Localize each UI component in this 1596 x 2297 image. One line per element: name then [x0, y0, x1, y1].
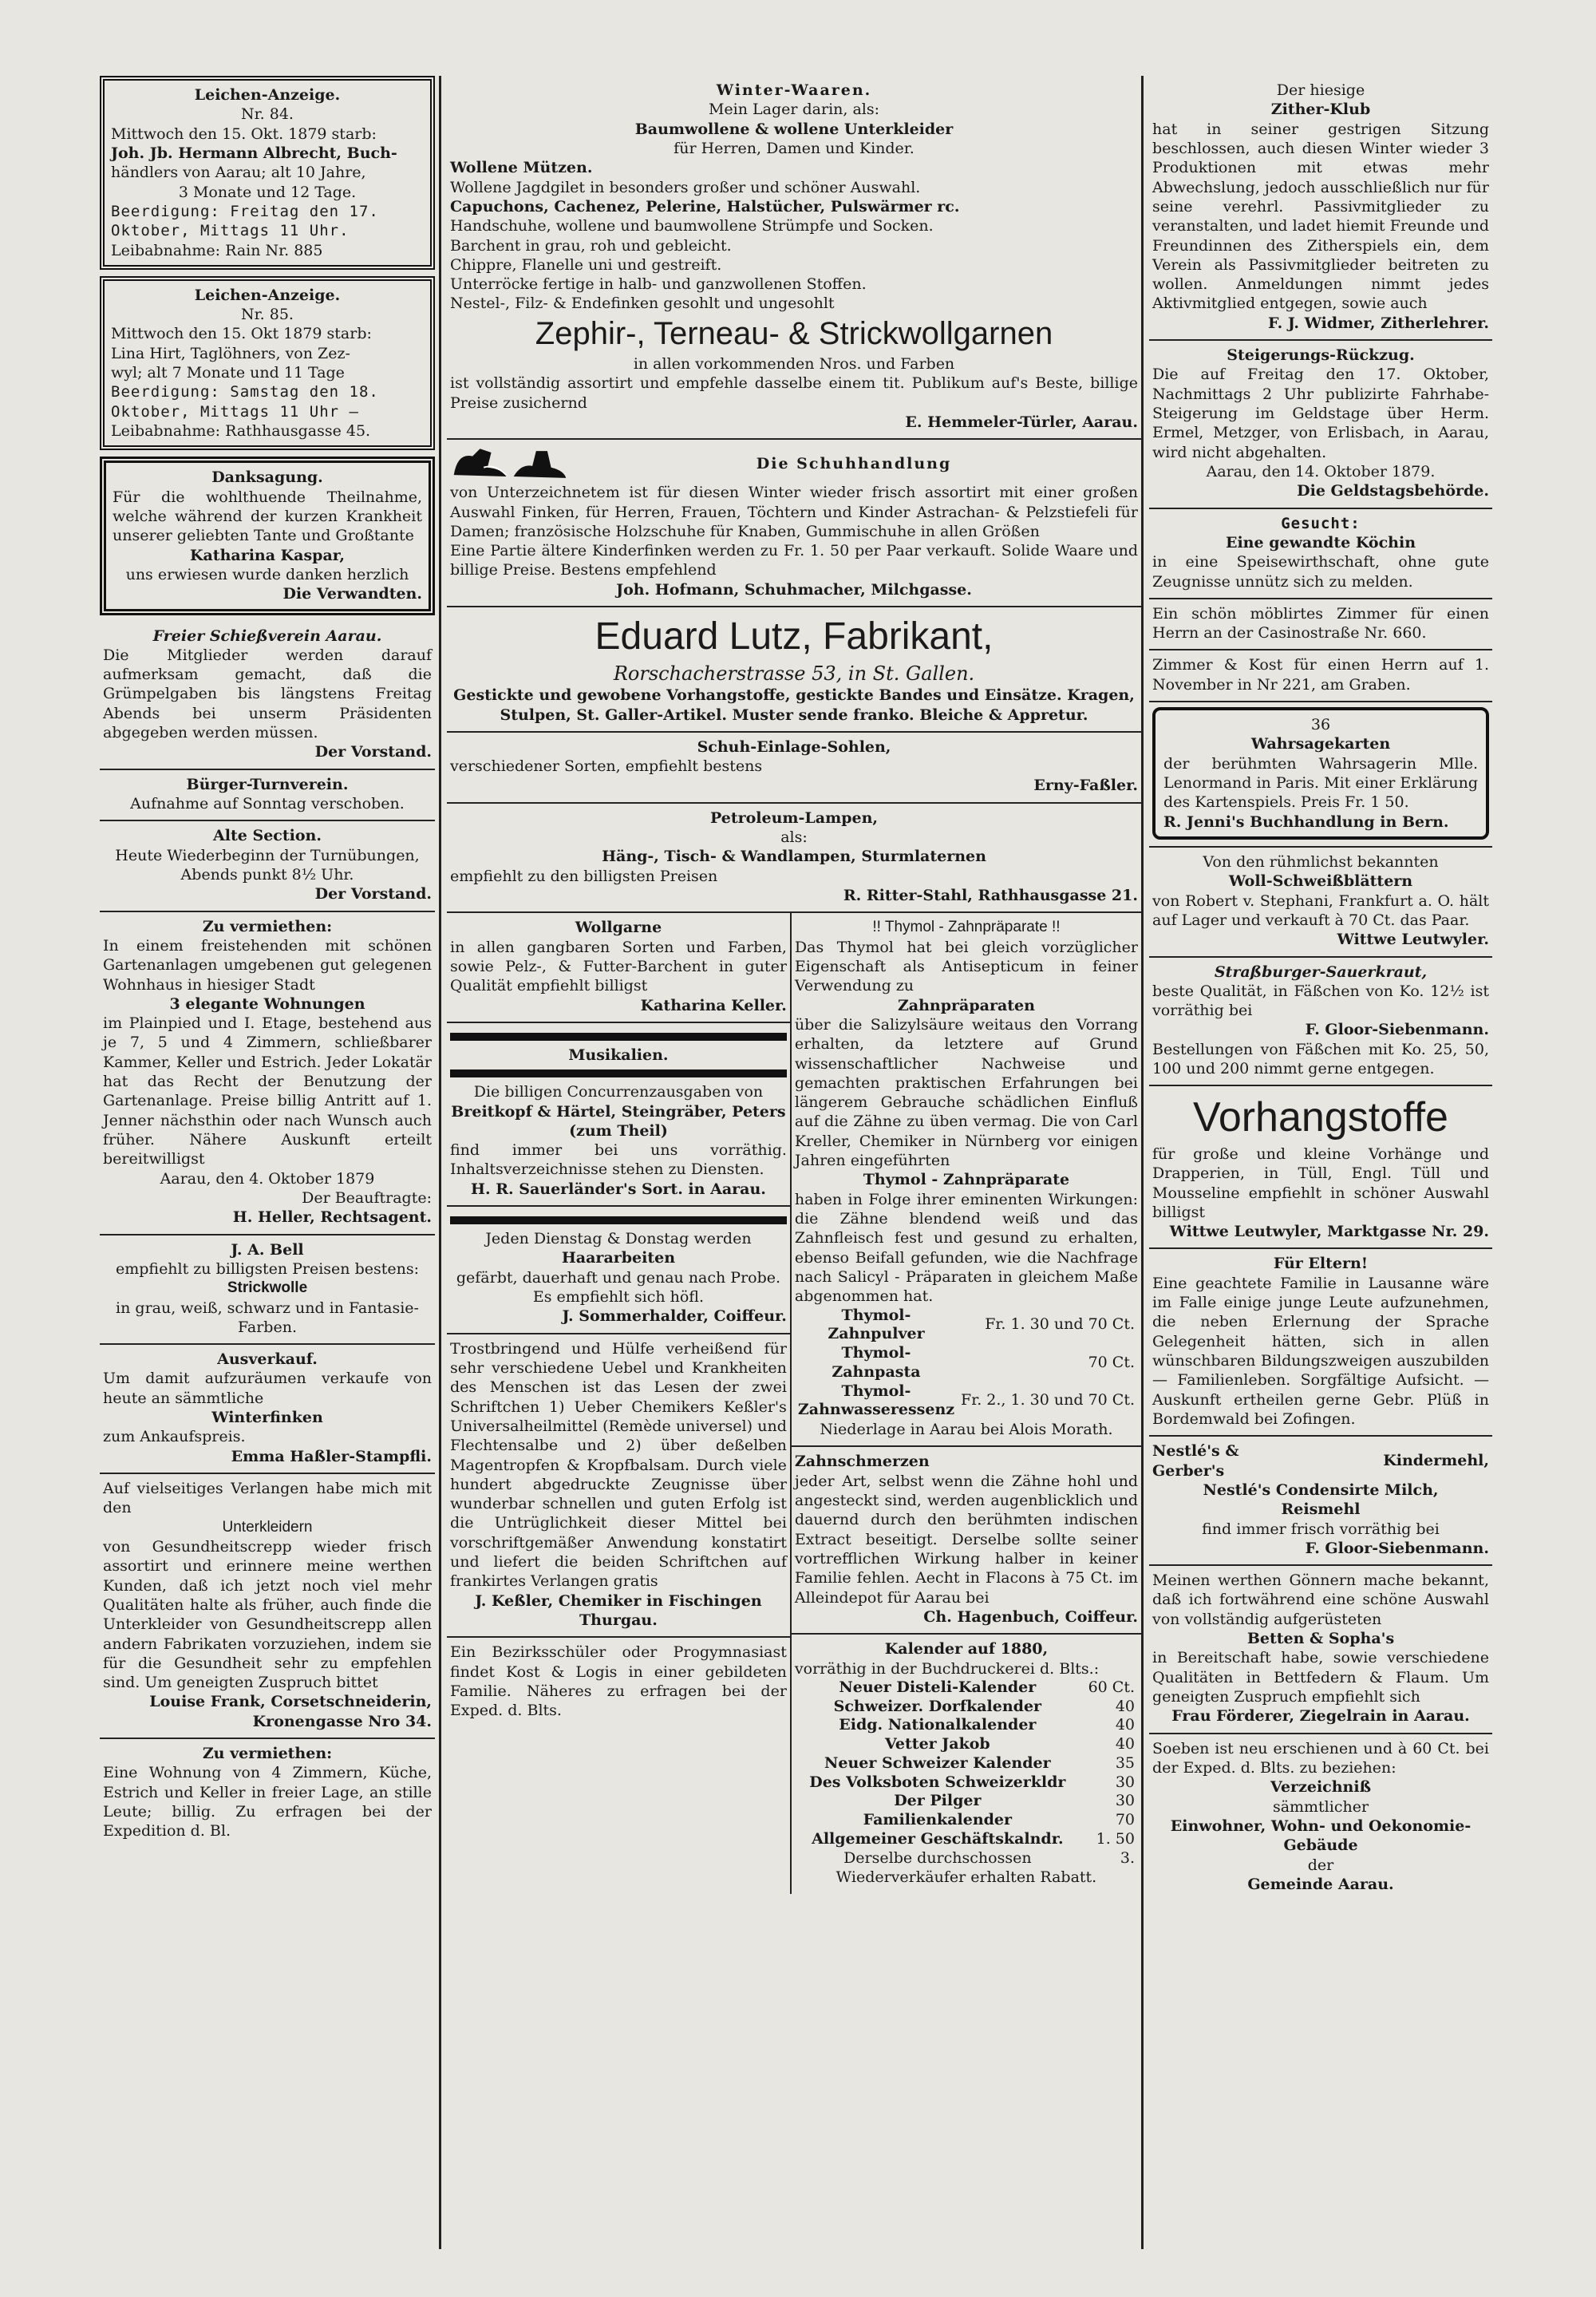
- wohnung-ad: [100, 1739, 435, 1848]
- ad-names: Breitkopf & Härtel, Steingräber, Peters (zum Theil): [451, 1102, 786, 1140]
- ad-subtitle: Baumwollene & wollene Unterkleider: [634, 120, 954, 138]
- death-notice-line: Leibabnahme: Rathhausgasse 45.: [111, 422, 371, 440]
- ad-text: im Plainpied und I. Etage, bestehend aus je 7, 5 und 4 Zimmern, schließbarer Kammer, Keller und Estrich. Jeder Lokatär hat das Recht der Benutzung der Gartenanlage. Preise billig Antritt auf 1. Jenner nächsthin oder nach Wunsch auch früher. Nähere Auskunft erteilt bereitwilligst: [103, 1014, 432, 1168]
- calendar-name: Derselbe durchschossen: [843, 1848, 1032, 1867]
- haar-ad: [447, 1207, 790, 1334]
- calendar-name: Der Pilger: [894, 1792, 982, 1810]
- ad-signature: J. Keßler, Chemiker in Fischingen Thurgau.: [475, 1591, 762, 1630]
- ad-text: Wiederverkäufer erhalten Rabatt.: [836, 1868, 1097, 1887]
- ad-title: Ausverkauf.: [217, 1350, 318, 1369]
- ad-text: von Gesundheitscrepp wieder frisch assortirt und erinnere meine werthen Kunden, daß ich jetzt noch viel mehr Qualitäten halte als früher, auch finde die Unterkleider von Gesundheitscrepp allen andern Fabrikaten vorzuziehen, indem sie für die Gesundheit sehr zu empfehlen sind. Um geneigten Zuspruch bittet: [103, 1537, 432, 1692]
- calendar-name: Allgemeiner Geschäftskalndr.: [812, 1829, 1064, 1848]
- ad-title: 3 elegante Wohnungen: [169, 994, 365, 1013]
- calendar-price: 60 Ct.: [1088, 1678, 1135, 1696]
- table-row: [795, 1307, 1138, 1345]
- thanks-signature: Die Verwandten.: [282, 585, 422, 603]
- death-notice-line: 3 Monate und 12 Tage.: [178, 183, 357, 201]
- death-notice-line: Mittwoch den 15. Okt 1879 starb:: [111, 325, 372, 343]
- steigerung-ad: [1149, 341, 1492, 509]
- ad-title: !! Thymol - Zahnpräparate !!: [872, 919, 1061, 936]
- ad-text: Soeben ist neu erschienen und à 60 Ct. bei der Exped. d. Blts. zu beziehen:: [1152, 1739, 1489, 1777]
- lampen-ad: [447, 804, 1141, 914]
- ad-signature: Frau Förderer, Ziegelrain in Aarau.: [1171, 1707, 1470, 1726]
- ad-text: der berühmten Wahrsagerin Mlle. Lenormand in Paris. Mit einer Erklärung des Kartenspiels. Preis Fr. 1 50.: [1163, 754, 1478, 812]
- ad-title: Petroleum-Lampen,: [709, 808, 878, 827]
- ad-signature: Wittwe Leutwyler.: [1337, 931, 1489, 949]
- calendar-price-list: [795, 1678, 1138, 1868]
- ad-brands: Nestlé's & Gerber's: [1152, 1442, 1239, 1480]
- ad-text: Eine Wohnung von 4 Zimmern, Küche, Estrich und Keller in freier Lage, an stille Leute; billig. Zu erfragen bei der Expedition d. Bl.: [103, 1764, 432, 1840]
- rule-bar: [450, 1069, 787, 1077]
- column-rule: [1141, 76, 1144, 2249]
- ad-signature: F. J. Widmer, Zitherlehrer.: [1268, 314, 1489, 332]
- ad-signature: R. Ritter-Stahl, Rathhausgasse 21.: [843, 887, 1138, 905]
- ad-list-item: Handschuhe, wollene und baumwollene Strümpfe und Socken.: [450, 217, 934, 235]
- bell-ad: [100, 1235, 435, 1346]
- ad-text: über die Salizylsäure weitaus den Vorrang erhalten, da letztere auf Grund wissenschaftlicher Nachweise und gemachten praktischen Erfahrungen bei längerem Gebrauche schädlichen Einfluß auf die Zähne zu üben vermag. Die von Carl Kreller, Chemiker in Nürnberg vor einigen Jahren eingeführten: [794, 1015, 1138, 1170]
- ad-text: verschiedener Sorten, empfiehlt bestens: [450, 757, 763, 776]
- winter-waaren-ad: [447, 76, 1141, 440]
- thanks-notice: [100, 457, 435, 615]
- calendar-price: 40: [1115, 1697, 1135, 1715]
- ad-text: find immer frisch vorräthig bei: [1202, 1520, 1440, 1538]
- ad-title: Zahnschmerzen: [794, 1453, 930, 1471]
- death-notice-line: Joh. Jb. Hermann Albrecht, Buch-: [111, 144, 397, 162]
- table-row: [795, 1811, 1138, 1830]
- calendar-price: 40: [1115, 1735, 1135, 1753]
- turnverein-ad: [100, 770, 435, 822]
- ad-product: Strickwolle: [227, 1279, 308, 1297]
- ad-text: von Robert v. Stephani, Frankfurt a. O. hält auf Lager und verkauft à 70 Ct. das Paar.: [1152, 892, 1489, 929]
- ad-text: Die billigen Concurrenzausgaben von: [473, 1083, 764, 1101]
- ad-title: Bürger-Turnverein.: [186, 775, 349, 793]
- ad-signature: Wittwe Leutwyler, Marktgasse Nr. 29.: [1169, 1223, 1489, 1241]
- column-middle: [447, 76, 1141, 2249]
- ad-frame: [1152, 707, 1489, 840]
- ad-text: In einem freistehenden mit schönen Gartenanlagen umgebenen gut gelegenen Wohnhaus in hiesiger Stadt: [103, 936, 432, 994]
- ad-signature: Erny-Faßler.: [1033, 777, 1138, 795]
- ad-title: Betten & Sopha's: [1246, 1630, 1395, 1648]
- ad-text: empfiehlt zu billigsten Preisen bestens:: [115, 1259, 420, 1278]
- death-notice-number: Nr. 84.: [241, 105, 294, 124]
- ad-text: als:: [780, 828, 808, 847]
- ad-title: Verzeichniß: [1270, 1778, 1372, 1797]
- zither-ad: [1149, 76, 1492, 341]
- ad-text: sämmtlicher: [1272, 1797, 1369, 1816]
- death-notice-line: Mittwoch den 15. Okt. 1879 starb:: [111, 125, 377, 143]
- ad-text: in allen vorkommenden Nros. und Farben: [633, 354, 955, 373]
- lutz-ad: [447, 607, 1141, 733]
- ad-text: Um damit aufzuräumen verkaufe von heute an sämmtliche: [103, 1370, 432, 1407]
- zimmer-kost-ad: [1149, 650, 1492, 702]
- calendar-price: 30: [1115, 1773, 1135, 1791]
- table-row: [795, 1792, 1138, 1811]
- ad-list-item: Wollene Mützen.: [450, 159, 593, 177]
- ad-kicker: Zu vermiethen:: [202, 917, 333, 935]
- death-notice-line: Oktober, Mittags 11 Uhr —: [111, 402, 359, 421]
- price-table: [795, 1307, 1138, 1421]
- price-value: Fr. 1. 30 und 70 Ct.: [985, 1315, 1135, 1334]
- table-row: [795, 1735, 1138, 1754]
- death-notice-84: [100, 76, 435, 270]
- ad-list-item: Barchent in grau, roh und gebleicht.: [450, 236, 732, 255]
- ad-text: für Herren, Damen und Kinder.: [674, 139, 915, 157]
- calendar-price: 35: [1115, 1753, 1135, 1772]
- rule-bar: [450, 1216, 787, 1224]
- kalender-ad: [792, 1635, 1141, 1893]
- death-notice-line: Oktober, Mittags 11 Uhr.: [111, 222, 350, 240]
- zimmer-ad: [1149, 599, 1492, 651]
- split-left: [447, 913, 792, 1893]
- price-item: Thymol-Zahnpasta: [832, 1344, 921, 1381]
- table-row: [795, 1678, 1138, 1698]
- ad-text: Eine geachtete Familie in Lausanne wäre im Falle einige junge Leute aufzunehmen, die neben Erlernung der Sprache Gelegenheit hätten, sich in allen wünschbaren Bildungszweigen auszubilden — Familienleben. Sorgfältige Aufsicht. — Auskunft ertheilen gerne Gebr. Plüß in Bordemwald bei Zofingen.: [1152, 1274, 1489, 1428]
- unterkleider-ad: [100, 1474, 435, 1739]
- wollgarne-ad: [447, 913, 790, 1023]
- calendar-price: 3.: [1120, 1848, 1135, 1867]
- ad-text: in grau, weiß, schwarz und in Fantasie-Farben.: [116, 1299, 419, 1336]
- eltern-ad: [1149, 1249, 1492, 1437]
- ad-text: ist vollständig assortirt und empfehle dasselbe einem tit. Publikum auf's Beste, billige Preise zusichernd: [450, 374, 1138, 412]
- ad-text: Das Thymol hat bei gleich vorzüglicher Eigenschaft als Antisepticum in feiner Verwendung zu: [794, 938, 1138, 995]
- ad-signature: Niederlage in Aarau bei Alois Morath.: [820, 1421, 1113, 1439]
- ad-signature: E. Hemmeler-Türler, Aarau.: [905, 413, 1138, 431]
- ad-signature: F. Gloor-Siebenmann.: [1305, 1021, 1489, 1039]
- ad-signature: Louise Frank, Corsetschneiderin, Kronengasse Nro 34.: [149, 1693, 432, 1730]
- ad-text: beste Qualität, in Fäßchen von Ko. 12½ ist vorräthig bei: [1152, 982, 1489, 1020]
- ad-text: Trostbringend und Hülfe verheißend für sehr verschiedene Uebel und Krankheiten des Menschen ist das Lesen der zwei Schriftchen 1) Ueber Chemikers Keßler's Universalheilmittel (Remède universel) und Flechtensalbe und 2) über deßelben Magentropfen & Kropfbalsam. Durch viele hundert abgedruckte Zeugnisse über wunderbar schnellen und guten Erfolg ist die Untrüglichkeit dieser Mittel bei vorschriftgemäßer Anwendung konstatirt und liefert die beiden Schriftchen auf frankirtes Verlangen gratis: [450, 1339, 787, 1591]
- ad-product: Reismehl: [1281, 1500, 1361, 1519]
- ad-text: Auf vielseitiges Verlangen habe mich mit den: [103, 1480, 432, 1517]
- ad-signature: Der Vorstand.: [314, 885, 432, 903]
- ad-kicker: Gesucht:: [1281, 514, 1361, 532]
- schuhhandlung-ad: [447, 440, 1141, 607]
- ad-kicker: Zu vermiethen:: [202, 1745, 333, 1763]
- ad-list-item: Wollene Jagdgilet in besonders großer und schöner Auswahl.: [450, 178, 921, 196]
- ad-text: für große und kleine Vorhänge und Drapperien, in Tüll, Engl. Tüll und Mousseline empfiehlt in schöner Auswahl billigst: [1152, 1145, 1489, 1221]
- ad-signature: Emma Haßler-Stampfli.: [231, 1447, 432, 1465]
- thymol-ad: [792, 913, 1141, 1447]
- ad-list-item: Capuchons, Cachenez, Pelerine, Halstücher, Pulswärmer rc.: [450, 197, 960, 215]
- ad-text: der: [1307, 1856, 1334, 1874]
- zahnschmerzen-ad: [792, 1447, 1141, 1635]
- ad-signature: F. Gloor-Siebenmann.: [1305, 1539, 1489, 1557]
- calendar-name: Des Volksboten Schweizerkldr: [809, 1773, 1066, 1791]
- verzeichniss-ad: [1149, 1734, 1492, 1901]
- ad-address: Rorschacherstrasse 53, in St. Gallen.: [613, 662, 975, 685]
- ad-text: Aufnahme auf Sonntag verschoben.: [130, 795, 405, 812]
- ad-title: J. A. Bell: [231, 1240, 304, 1259]
- ad-subtitle: Gemeinde Aarau.: [1247, 1875, 1394, 1893]
- thanks-name: Katharina Kaspar,: [189, 546, 346, 564]
- ad-signature: R. Jenni's Buchhandlung in Bern.: [1163, 812, 1449, 831]
- ad-text: Die Mitglieder werden darauf aufmerksam gemacht, daß die Grümpelgaben bis längstens Freitag Abends bei unserm Präsidenten abgegeben werden müssen.: [103, 646, 432, 742]
- ad-signature: J. Sommerhalder, Coiffeur.: [562, 1307, 787, 1326]
- ad-title: Wollgarne: [575, 919, 662, 937]
- ad-title: Alte Section.: [213, 827, 322, 845]
- ad-text: jeder Art, selbst wenn die Zähne hohl und angesteckt sind, werden augenblicklich und dauernd durch den berühmten indischen Extract beseitigt. Derselbe sollte seiner vortrefflichen Wirkung halber in keiner Familie fehlen. Aecht in Flacons à 75 Ct. im Alleindepot für Aarau bei: [794, 1472, 1138, 1607]
- calendar-price: 70: [1115, 1811, 1135, 1829]
- price-value: 70 Ct.: [1088, 1353, 1135, 1371]
- table-row: [795, 1382, 1138, 1421]
- ad-product: Winterfinken: [211, 1409, 323, 1427]
- ad-product: Kindermehl,: [1383, 1452, 1489, 1470]
- ad-text: in eine Speisewirthschaft, ohne gute Zeugnisse unnütz sich zu melden.: [1152, 553, 1489, 591]
- table-row: [795, 1830, 1138, 1849]
- vorhangstoffe-ad: [1149, 1086, 1492, 1249]
- sauerkraut-ad: [1149, 958, 1492, 1087]
- ad-subtitle: Zahnpräparaten: [897, 996, 1035, 1014]
- ad-title: Freier Schießverein Aarau.: [152, 627, 382, 645]
- ad-text: Jeden Dienstag & Donstag werden: [485, 1230, 752, 1248]
- calendar-price: 1. 50: [1096, 1829, 1135, 1848]
- table-row: [795, 1698, 1138, 1717]
- ad-title: Straßburger-Sauerkraut,: [1214, 963, 1428, 981]
- ad-role: Der Beauftragte:: [302, 1188, 432, 1207]
- ad-text: Bestellungen von Fäßchen mit Ko. 25, 50, 100 und 200 nimmt gerne entgegen.: [1152, 1040, 1489, 1078]
- ad-signature: H. Heller, Rechtsagent.: [232, 1208, 432, 1227]
- schuetzen-ad: [100, 622, 435, 770]
- nestle-ad: [1149, 1437, 1492, 1566]
- calendar-name: Neuer Schweizer Kalender: [824, 1753, 1051, 1772]
- ad-list-item: Nestel-, Filz- & Endefinken gesohlt und ungesohlt: [450, 295, 835, 313]
- ad-text: Heute Wiederbeginn der Turnübungen, Abends punkt 8½ Uhr.: [115, 846, 420, 884]
- thanks-text: uns erwiesen wurde danken herzlich: [125, 565, 409, 583]
- ad-text: hat in seiner gestrigen Sitzung beschlossen, auch diesen Winter wieder 3 Produktionen mit etwas mehr Abwechslung, jedoch ausschließlich nur für seine verehrl. Passivmitglieder zu veranstalten, und ladet hiemit Freunde und Freundinnen des Zitherspiels ein, dem Verein als Passivmitglieder beitreten zu wollen. Anmeldungen nimmt jedes Aktivmitglied entgegen, sowie auch: [1152, 120, 1489, 313]
- death-notice-line: händlers von Aarau; alt 10 Jahre,: [111, 164, 366, 182]
- death-notice-number: Nr. 85.: [241, 306, 294, 324]
- calendar-price: 30: [1115, 1792, 1135, 1810]
- ad-text: vorräthig in der Buchdruckerei d. Blts.:: [794, 1659, 1100, 1678]
- wohnungen-ad: [100, 912, 435, 1235]
- death-notice-title: Leichen-Anzeige.: [194, 86, 341, 104]
- death-notice-line: Beerdigung: Freitag den 17.: [111, 202, 379, 220]
- sohlen-ad: [447, 733, 1141, 804]
- table-row: [795, 1754, 1138, 1773]
- boot-icon: [510, 445, 570, 483]
- ad-signature: Joh. Hofmann, Schuhmacher, Milchgasse.: [616, 580, 972, 599]
- table-row: [795, 1773, 1138, 1793]
- ad-list-item: Chippre, Flanelle uni und gestreift.: [450, 255, 722, 274]
- ad-title: Zither-Klub: [1270, 101, 1371, 119]
- schueler-ad: [447, 1638, 790, 1726]
- musikalien-ad: [447, 1023, 790, 1207]
- thanks-text: Für die wohlthuende Theilnahme, welche während der kurzen Krankheit unserer geliebten Tante und Großtante: [113, 488, 422, 545]
- koechin-ad: [1149, 509, 1492, 599]
- death-notice-line: wyl; alt 7 Monate und 11 Tage: [111, 364, 345, 382]
- ad-subtitle: Thymol - Zahnpräparate: [863, 1171, 1070, 1189]
- ad-title: Haararbeiten: [561, 1249, 676, 1267]
- calendar-name: Vetter Jakob: [884, 1735, 990, 1753]
- betten-ad: [1149, 1566, 1492, 1734]
- ad-number: 36: [1310, 716, 1331, 734]
- ad-text: in Bereitschaft habe, sowie verschiedene Qualitäten in Bettfedern & Flaum. Um geneigten Zuspruch empfiehlt sich: [1152, 1649, 1489, 1706]
- ad-signature: H. R. Sauerländer's Sort. in Aarau.: [471, 1180, 766, 1198]
- ad-text: find immer bei uns vorräthig. Inhaltsverzeichnisse stehen zu Diensten.: [450, 1141, 787, 1179]
- column-left: [100, 76, 435, 2249]
- ad-text: in allen gangbaren Sorten und Farben, sowie Pelz-, & Futter-Barchent in guter Qualität empfiehlt billigst: [450, 938, 787, 995]
- ad-subtitle: Zephir-, Terneau- & Strickwollgarnen: [535, 315, 1053, 351]
- calendar-name: Eidg. Nationalkalender: [839, 1716, 1037, 1734]
- ad-text: empfiehlt zu den billigsten Preisen: [450, 867, 718, 885]
- split-right: [792, 913, 1141, 1893]
- ad-signature: Katharina Keller.: [640, 996, 787, 1014]
- ad-list-item: Unterröcke fertige in halb- und ganzwollenen Stoffen.: [450, 275, 867, 294]
- ad-text: Meinen werthen Gönnern mache bekannt, daß ich fortwährend eine schöne Auswahl von vollständig aufgerüsteten: [1152, 1572, 1489, 1628]
- death-notice-title: Leichen-Anzeige.: [194, 286, 341, 304]
- ad-text: Ein schön möblirtes Zimmer für einen Herrn an der Casinostraße Nr. 660.: [1152, 604, 1489, 642]
- ad-signature: Ch. Hagenbuch, Coiffeur.: [923, 1607, 1138, 1626]
- ad-title: Eine gewandte Köchin: [1225, 533, 1416, 552]
- ad-title: Kalender auf 1880,: [884, 1640, 1049, 1659]
- ad-title: Wahrsagekarten: [1250, 735, 1391, 753]
- rule-bar: [450, 1033, 787, 1041]
- calendar-name: Familienkalender: [863, 1811, 1013, 1829]
- ad-title: Steigerungs-Rückzug.: [1227, 346, 1415, 365]
- ad-text: Zimmer & Kost für einen Herrn auf 1. November in Nr 221, am Graben.: [1152, 656, 1489, 694]
- split-section: [447, 913, 1141, 1893]
- ad-title: Musikalien.: [568, 1046, 669, 1064]
- ad-title: Für Eltern!: [1273, 1255, 1369, 1273]
- price-item: Thymol-Zahnpulver: [828, 1306, 925, 1343]
- ad-subtitle: Häng-, Tisch- & Wandlampen, Sturmlaternen: [602, 848, 986, 866]
- kessler-ad: [447, 1334, 790, 1639]
- schweissblaetter-ad: [1149, 848, 1492, 958]
- ad-title: Schuh-Einlage-Sohlen,: [697, 737, 891, 756]
- ad-title: Vorhangstoffe: [1193, 1094, 1448, 1141]
- ad-subtitle: Einwohner, Wohn- und Oekonomie-Gebäude: [1170, 1817, 1472, 1855]
- price-value: Fr. 2., 1. 30 und 70 Ct.: [961, 1391, 1135, 1409]
- price-item: Thymol-Zahnwasseressenz: [797, 1382, 955, 1419]
- ad-title: Woll-Schweißblättern: [1228, 872, 1413, 891]
- wahrsagekarten-ad: [1149, 702, 1492, 848]
- ad-text: haben in Folge ihrer eminenten Wirkungen: die Zähne blendend weiß und das Zahnfleisch fest und gesund zu erhalten, ebenso Beifall gefunden, wie die Nachfrage nach Salicyl - Präparaten in gleichem Maße abgenommen hat.: [794, 1190, 1138, 1306]
- calendar-price: 40: [1115, 1716, 1135, 1734]
- ad-text: Ein Bezirksschüler oder Progymnasiast findet Kost & Logis in einer gebildeten Familie. Näheres zu erfragen bei der Exped. d. Blts.: [450, 1643, 787, 1720]
- ad-title: Die Schuhhandlung: [756, 455, 952, 473]
- calendar-name: Neuer Disteli-Kalender: [839, 1678, 1037, 1696]
- ad-title: Winter-Waaren.: [716, 81, 872, 99]
- ad-text: Eine Partie ältere Kinderfinken werden zu Fr. 1. 50 per Paar verkauft. Solide Waare und billige Preise. Bestens empfehlend: [450, 542, 1138, 579]
- ad-product: Nestlé's Condensirte Milch,: [1203, 1481, 1439, 1499]
- table-row: [795, 1344, 1138, 1382]
- ad-text: gefärbt, dauerhaft und genau nach Probe. Es empfiehlt sich höfl.: [456, 1268, 781, 1307]
- ad-title: Eduard Lutz, Fabrikant,: [595, 615, 994, 658]
- column-rule: [439, 76, 441, 2249]
- death-notice-line: Lina Hirt, Taglöhners, von Zez-: [111, 344, 350, 362]
- ad-date: Aarau, den 14. Oktober 1879.: [1206, 462, 1436, 480]
- ad-text: zum Ankaufspreis.: [103, 1428, 246, 1446]
- column-right: [1149, 76, 1492, 2249]
- ad-text: von Unterzeichnetem ist für diesen Winter wieder frisch assortirt mit einer großen Auswahl Finken, für Herren, Frauen, Töchtern und Kinder Astrachan- & Pelzstiefeli für Damen; französische Holzschuhe für Knaben, Gummischuhe in allen Größen: [450, 484, 1138, 540]
- death-notice-85: [100, 276, 435, 451]
- ad-signature: Die Geldstagsbehörde.: [1297, 482, 1489, 500]
- ad-title: Unterkleidern: [222, 1518, 313, 1536]
- thanks-title: Danksagung.: [211, 468, 323, 487]
- ad-text: Die auf Freitag den 17. Oktober, Nachmittags 2 Uhr publizirte Fahrhabe-Steigerung im Geldstage über Herm. Ermel, Metzger, von Erlisbach, in Aarau, wird nicht abgehalten.: [1152, 366, 1489, 461]
- section-ad: [100, 821, 435, 911]
- ausverkauf-ad: [100, 1345, 435, 1474]
- death-notice-line: Leibabnahme: Rain Nr. 885: [111, 241, 323, 259]
- table-row: [795, 1716, 1138, 1735]
- ad-text: Mein Lager darin, als:: [708, 101, 880, 119]
- ad-date: Aarau, den 4. Oktober 1879: [160, 1169, 375, 1188]
- ad-text: Von den rühmlichst bekannten: [1203, 852, 1439, 871]
- ad-kicker: Der hiesige: [1276, 81, 1365, 99]
- calendar-name: Schweizer. Dorfkalender: [833, 1697, 1042, 1715]
- death-notice-line: Beerdigung: Samstag den 18.: [111, 383, 379, 401]
- ad-text: Gestickte und gewobene Vorhangstoffe, gestickte Bandes und Einsätze. Kragen, Stulpen, St. Galler-Artikel. Muster sende franko. Bleiche & Appretur.: [453, 686, 1135, 724]
- table-row: [795, 1849, 1138, 1868]
- boot-icon: [450, 445, 510, 483]
- ad-signature: Der Vorstand.: [314, 743, 432, 761]
